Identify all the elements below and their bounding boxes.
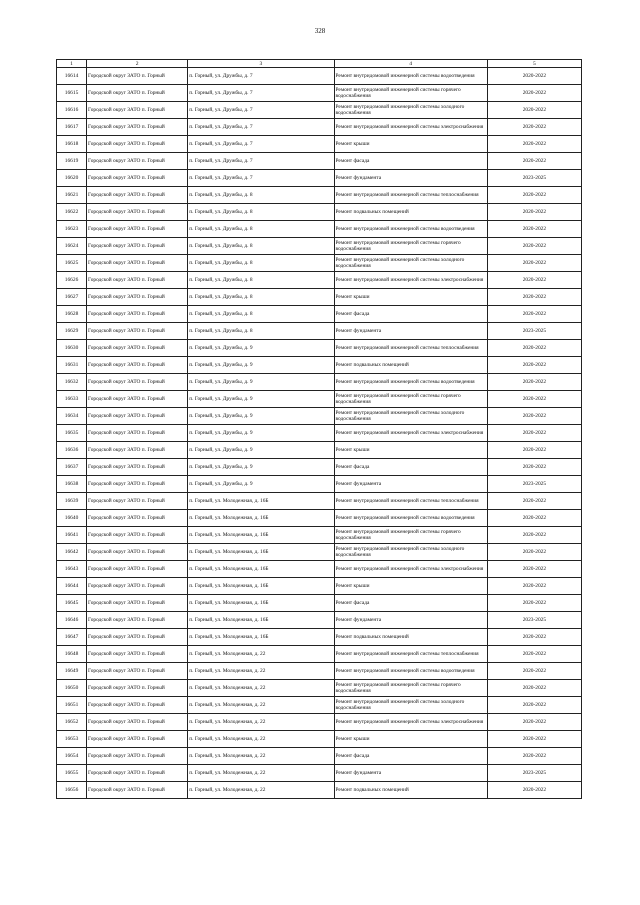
- row-number-cell: 16618: [57, 136, 87, 153]
- row-number-cell: 16645: [57, 595, 87, 612]
- period-cell: 2023-2025: [487, 476, 581, 493]
- municipality-cell: Городской округ ЗАТО п. Горный: [87, 595, 188, 612]
- table-row: [57, 289, 582, 306]
- row-number-cell: 16621: [57, 187, 87, 204]
- table-row: [57, 561, 582, 578]
- table-row: [57, 765, 582, 782]
- period-cell: 2020-2022: [487, 748, 581, 765]
- work-type-cell: Ремонт внутридомовой инженерной системы водоотведения: [334, 663, 487, 680]
- period-cell: 2020-2022: [487, 238, 581, 255]
- period-cell: 2020-2022: [487, 255, 581, 272]
- work-type-cell: Ремонт внутридомовой инженерной системы горячего водоснабжения: [334, 391, 487, 408]
- row-number-cell: 16625: [57, 255, 87, 272]
- address-cell: п. Горный, ул. Дружбы, д. 9: [188, 357, 334, 374]
- municipality-cell: Городской округ ЗАТО п. Горный: [87, 374, 188, 391]
- row-number-cell: 16653: [57, 731, 87, 748]
- work-type-cell: Ремонт подвальных помещений: [334, 782, 487, 799]
- row-number-cell: 16650: [57, 680, 87, 697]
- period-cell: 2020-2022: [487, 595, 581, 612]
- work-type-cell: Ремонт внутридомовой инженерной системы холодного водоснабжения: [334, 544, 487, 561]
- table-row: [57, 442, 582, 459]
- municipality-cell: Городской округ ЗАТО п. Горный: [87, 238, 188, 255]
- municipality-cell: Городской округ ЗАТО п. Горный: [87, 646, 188, 663]
- address-cell: п. Горный, ул. Молодежная, д. 16Б: [188, 629, 334, 646]
- municipality-cell: Городской округ ЗАТО п. Горный: [87, 357, 188, 374]
- municipality-cell: Городской округ ЗАТО п. Горный: [87, 102, 188, 119]
- address-cell: п. Горный, ул. Молодежная, д. 22: [188, 782, 334, 799]
- municipality-cell: Городской округ ЗАТО п. Горный: [87, 221, 188, 238]
- row-number-cell: 16614: [57, 68, 87, 85]
- row-number-cell: 16619: [57, 153, 87, 170]
- address-cell: п. Горный, ул. Дружбы, д. 7: [188, 153, 334, 170]
- municipality-cell: Городской округ ЗАТО п. Горный: [87, 255, 188, 272]
- municipality-cell: Городской округ ЗАТО п. Горный: [87, 612, 188, 629]
- work-type-cell: Ремонт внутридомовой инженерной системы теплоснабжения: [334, 646, 487, 663]
- period-cell: 2020-2022: [487, 289, 581, 306]
- address-cell: п. Горный, ул. Дружбы, д. 8: [188, 289, 334, 306]
- table-row: [57, 119, 582, 136]
- repair-schedule-table: [56, 59, 582, 799]
- period-cell: 2020-2022: [487, 340, 581, 357]
- address-cell: п. Горный, ул. Дружбы, д. 8: [188, 323, 334, 340]
- row-number-cell: 16624: [57, 238, 87, 255]
- table-row: [57, 306, 582, 323]
- row-number-cell: 16634: [57, 408, 87, 425]
- period-cell: 2020-2022: [487, 714, 581, 731]
- work-type-cell: Ремонт крыши: [334, 578, 487, 595]
- municipality-cell: Городской округ ЗАТО п. Горный: [87, 323, 188, 340]
- period-cell: 2020-2022: [487, 136, 581, 153]
- work-type-cell: Ремонт внутридомовой инженерной системы теплоснабжения: [334, 340, 487, 357]
- row-number-cell: 16640: [57, 510, 87, 527]
- municipality-cell: Городской округ ЗАТО п. Горный: [87, 578, 188, 595]
- table-row: [57, 323, 582, 340]
- table-row: [57, 85, 582, 102]
- address-cell: п. Горный, ул. Молодежная, д. 22: [188, 765, 334, 782]
- table-row: [57, 221, 582, 238]
- row-number-cell: 16636: [57, 442, 87, 459]
- row-number-cell: 16648: [57, 646, 87, 663]
- period-cell: 2020-2022: [487, 629, 581, 646]
- address-cell: п. Горный, ул. Молодежная, д. 16Б: [188, 544, 334, 561]
- address-cell: п. Горный, ул. Молодежная, д. 22: [188, 714, 334, 731]
- period-cell: 2020-2022: [487, 646, 581, 663]
- work-type-cell: Ремонт внутридомовой инженерной системы электроснабжения: [334, 272, 487, 289]
- work-type-cell: Ремонт внутридомовой инженерной системы горячего водоснабжения: [334, 238, 487, 255]
- municipality-cell: Городской округ ЗАТО п. Горный: [87, 663, 188, 680]
- column-header-1: 1: [57, 60, 87, 68]
- address-cell: п. Горный, ул. Дружбы, д. 7: [188, 170, 334, 187]
- work-type-cell: Ремонт подвальных помещений: [334, 357, 487, 374]
- period-cell: 2020-2022: [487, 459, 581, 476]
- row-number-cell: 16641: [57, 527, 87, 544]
- municipality-cell: Городской округ ЗАТО п. Горный: [87, 714, 188, 731]
- period-cell: 2023-2025: [487, 612, 581, 629]
- work-type-cell: Ремонт фасада: [334, 748, 487, 765]
- table-row: [57, 136, 582, 153]
- work-type-cell: Ремонт фундамента: [334, 323, 487, 340]
- period-cell: 2020-2022: [487, 510, 581, 527]
- period-cell: 2020-2022: [487, 697, 581, 714]
- table-row: [57, 272, 582, 289]
- work-type-cell: Ремонт фундамента: [334, 765, 487, 782]
- address-cell: п. Горный, ул. Дружбы, д. 9: [188, 374, 334, 391]
- address-cell: п. Горный, ул. Молодежная, д. 22: [188, 663, 334, 680]
- municipality-cell: Городской округ ЗАТО п. Горный: [87, 459, 188, 476]
- table-row: [57, 391, 582, 408]
- address-cell: п. Горный, ул. Молодежная, д. 16Б: [188, 612, 334, 629]
- row-number-cell: 16655: [57, 765, 87, 782]
- row-number-cell: 16637: [57, 459, 87, 476]
- municipality-cell: Городской округ ЗАТО п. Горный: [87, 697, 188, 714]
- period-cell: 2020-2022: [487, 391, 581, 408]
- municipality-cell: Городской округ ЗАТО п. Горный: [87, 493, 188, 510]
- work-type-cell: Ремонт фундамента: [334, 170, 487, 187]
- address-cell: п. Горный, ул. Молодежная, д. 16Б: [188, 595, 334, 612]
- row-number-cell: 16654: [57, 748, 87, 765]
- address-cell: п. Горный, ул. Дружбы, д. 7: [188, 119, 334, 136]
- header-row: [57, 60, 582, 68]
- row-number-cell: 16638: [57, 476, 87, 493]
- table-row: [57, 102, 582, 119]
- period-cell: 2020-2022: [487, 204, 581, 221]
- municipality-cell: Городской округ ЗАТО п. Горный: [87, 170, 188, 187]
- row-number-cell: 16647: [57, 629, 87, 646]
- address-cell: п. Горный, ул. Молодежная, д. 22: [188, 748, 334, 765]
- period-cell: 2020-2022: [487, 221, 581, 238]
- address-cell: п. Горный, ул. Дружбы, д. 8: [188, 238, 334, 255]
- municipality-cell: Городской округ ЗАТО п. Горный: [87, 136, 188, 153]
- address-cell: п. Горный, ул. Дружбы, д. 7: [188, 136, 334, 153]
- address-cell: п. Горный, ул. Молодежная, д. 16Б: [188, 527, 334, 544]
- period-cell: 2020-2022: [487, 442, 581, 459]
- period-cell: 2020-2022: [487, 68, 581, 85]
- work-type-cell: Ремонт внутридомовой инженерной системы электроснабжения: [334, 714, 487, 731]
- work-type-cell: Ремонт фасада: [334, 153, 487, 170]
- address-cell: п. Горный, ул. Молодежная, д. 16Б: [188, 493, 334, 510]
- municipality-cell: Городской округ ЗАТО п. Горный: [87, 340, 188, 357]
- work-type-cell: Ремонт крыши: [334, 136, 487, 153]
- table-body: [57, 60, 582, 799]
- address-cell: п. Горный, ул. Дружбы, д. 8: [188, 204, 334, 221]
- address-cell: п. Горный, ул. Дружбы, д. 8: [188, 187, 334, 204]
- work-type-cell: Ремонт подвальных помещений: [334, 629, 487, 646]
- column-header-5: 5: [487, 60, 581, 68]
- period-cell: 2020-2022: [487, 527, 581, 544]
- row-number-cell: 16628: [57, 306, 87, 323]
- period-cell: 2020-2022: [487, 153, 581, 170]
- column-header-4: 4: [334, 60, 487, 68]
- work-type-cell: Ремонт внутридомовой инженерной системы теплоснабжения: [334, 187, 487, 204]
- table-row: [57, 544, 582, 561]
- table-row: [57, 527, 582, 544]
- row-number-cell: 16615: [57, 85, 87, 102]
- period-cell: 2020-2022: [487, 425, 581, 442]
- column-header-2: 2: [87, 60, 188, 68]
- period-cell: 2020-2022: [487, 119, 581, 136]
- work-type-cell: Ремонт крыши: [334, 289, 487, 306]
- table-row: [57, 204, 582, 221]
- table-row: [57, 731, 582, 748]
- municipality-cell: Городской округ ЗАТО п. Горный: [87, 85, 188, 102]
- municipality-cell: Городской округ ЗАТО п. Горный: [87, 119, 188, 136]
- municipality-cell: Городской округ ЗАТО п. Горный: [87, 204, 188, 221]
- period-cell: 2020-2022: [487, 306, 581, 323]
- table-row: [57, 748, 582, 765]
- municipality-cell: Городской округ ЗАТО п. Горный: [87, 272, 188, 289]
- work-type-cell: Ремонт фасада: [334, 459, 487, 476]
- table-row: [57, 68, 582, 85]
- municipality-cell: Городской округ ЗАТО п. Горный: [87, 187, 188, 204]
- period-cell: 2020-2022: [487, 782, 581, 799]
- address-cell: п. Горный, ул. Дружбы, д. 7: [188, 102, 334, 119]
- work-type-cell: Ремонт внутридомовой инженерной системы горячего водоснабжения: [334, 85, 487, 102]
- work-type-cell: Ремонт внутридомовой инженерной системы горячего водоснабжения: [334, 680, 487, 697]
- address-cell: п. Горный, ул. Дружбы, д. 9: [188, 340, 334, 357]
- address-cell: п. Горный, ул. Дружбы, д. 8: [188, 221, 334, 238]
- work-type-cell: Ремонт фасада: [334, 306, 487, 323]
- address-cell: п. Горный, ул. Молодежная, д. 16Б: [188, 510, 334, 527]
- row-number-cell: 16630: [57, 340, 87, 357]
- row-number-cell: 16623: [57, 221, 87, 238]
- table-row: [57, 238, 582, 255]
- address-cell: п. Горный, ул. Молодежная, д. 16Б: [188, 561, 334, 578]
- row-number-cell: 16646: [57, 612, 87, 629]
- municipality-cell: Городской округ ЗАТО п. Горный: [87, 68, 188, 85]
- work-type-cell: Ремонт внутридомовой инженерной системы теплоснабжения: [334, 493, 487, 510]
- municipality-cell: Городской округ ЗАТО п. Горный: [87, 527, 188, 544]
- work-type-cell: Ремонт внутридомовой инженерной системы электроснабжения: [334, 425, 487, 442]
- table-row: [57, 714, 582, 731]
- work-type-cell: Ремонт фундамента: [334, 612, 487, 629]
- work-type-cell: Ремонт крыши: [334, 731, 487, 748]
- municipality-cell: Городской округ ЗАТО п. Горный: [87, 476, 188, 493]
- row-number-cell: 16620: [57, 170, 87, 187]
- period-cell: 2020-2022: [487, 102, 581, 119]
- table-row: [57, 476, 582, 493]
- row-number-cell: 16631: [57, 357, 87, 374]
- period-cell: 2020-2022: [487, 663, 581, 680]
- address-cell: п. Горный, ул. Дружбы, д. 7: [188, 68, 334, 85]
- address-cell: п. Горный, ул. Дружбы, д. 9: [188, 476, 334, 493]
- page-number: 328: [314, 27, 326, 35]
- table-row: [57, 578, 582, 595]
- work-type-cell: Ремонт внутридомовой инженерной системы водоотведения: [334, 510, 487, 527]
- table-row: [57, 459, 582, 476]
- row-number-cell: 16626: [57, 272, 87, 289]
- municipality-cell: Городской округ ЗАТО п. Горный: [87, 731, 188, 748]
- period-cell: 2020-2022: [487, 680, 581, 697]
- municipality-cell: Городской округ ЗАТО п. Горный: [87, 561, 188, 578]
- period-cell: 2020-2022: [487, 272, 581, 289]
- address-cell: п. Горный, ул. Дружбы, д. 7: [188, 85, 334, 102]
- work-type-cell: Ремонт внутридомовой инженерной системы горячего водоснабжения: [334, 527, 487, 544]
- address-cell: п. Горный, ул. Дружбы, д. 8: [188, 272, 334, 289]
- municipality-cell: Городской округ ЗАТО п. Горный: [87, 442, 188, 459]
- municipality-cell: Городской округ ЗАТО п. Горный: [87, 289, 188, 306]
- address-cell: п. Горный, ул. Молодежная, д. 22: [188, 731, 334, 748]
- row-number-cell: 16639: [57, 493, 87, 510]
- row-number-cell: 16642: [57, 544, 87, 561]
- row-number-cell: 16649: [57, 663, 87, 680]
- work-type-cell: Ремонт внутридомовой инженерной системы холодного водоснабжения: [334, 102, 487, 119]
- municipality-cell: Городской округ ЗАТО п. Горный: [87, 748, 188, 765]
- table-row: [57, 697, 582, 714]
- table-row: [57, 408, 582, 425]
- work-type-cell: Ремонт внутридомовой инженерной системы холодного водоснабжения: [334, 408, 487, 425]
- row-number-cell: 16652: [57, 714, 87, 731]
- table-row: [57, 629, 582, 646]
- period-cell: 2020-2022: [487, 357, 581, 374]
- work-type-cell: Ремонт внутридомовой инженерной системы водоотведения: [334, 68, 487, 85]
- address-cell: п. Горный, ул. Дружбы, д. 9: [188, 391, 334, 408]
- work-type-cell: Ремонт внутридомовой инженерной системы водоотведения: [334, 221, 487, 238]
- row-number-cell: 16633: [57, 391, 87, 408]
- row-number-cell: 16644: [57, 578, 87, 595]
- table-row: [57, 510, 582, 527]
- table-row: [57, 170, 582, 187]
- municipality-cell: Городской округ ЗАТО п. Горный: [87, 510, 188, 527]
- row-number-cell: 16656: [57, 782, 87, 799]
- table-row: [57, 374, 582, 391]
- address-cell: п. Горный, ул. Молодежная, д. 22: [188, 646, 334, 663]
- period-cell: 2020-2022: [487, 578, 581, 595]
- period-cell: 2020-2022: [487, 731, 581, 748]
- period-cell: 2020-2022: [487, 85, 581, 102]
- period-cell: 2020-2022: [487, 493, 581, 510]
- table-row: [57, 782, 582, 799]
- municipality-cell: Городской округ ЗАТО п. Горный: [87, 544, 188, 561]
- period-cell: 2023-2025: [487, 765, 581, 782]
- table-row: [57, 646, 582, 663]
- table-row: [57, 357, 582, 374]
- row-number-cell: 16643: [57, 561, 87, 578]
- table-row: [57, 493, 582, 510]
- row-number-cell: 16632: [57, 374, 87, 391]
- work-type-cell: Ремонт внутридомовой инженерной системы электроснабжения: [334, 561, 487, 578]
- work-type-cell: Ремонт внутридомовой инженерной системы холодного водоснабжения: [334, 697, 487, 714]
- row-number-cell: 16629: [57, 323, 87, 340]
- period-cell: 2023-2025: [487, 323, 581, 340]
- work-type-cell: Ремонт крыши: [334, 442, 487, 459]
- period-cell: 2020-2022: [487, 544, 581, 561]
- row-number-cell: 16622: [57, 204, 87, 221]
- address-cell: п. Горный, ул. Дружбы, д. 9: [188, 442, 334, 459]
- period-cell: 2020-2022: [487, 187, 581, 204]
- row-number-cell: 16627: [57, 289, 87, 306]
- municipality-cell: Городской округ ЗАТО п. Горный: [87, 680, 188, 697]
- work-type-cell: Ремонт внутридомовой инженерной системы водоотведения: [334, 374, 487, 391]
- table-row: [57, 153, 582, 170]
- address-cell: п. Горный, ул. Молодежная, д. 22: [188, 697, 334, 714]
- table-row: [57, 612, 582, 629]
- work-type-cell: Ремонт фасада: [334, 595, 487, 612]
- work-type-cell: Ремонт внутридомовой инженерной системы холодного водоснабжения: [334, 255, 487, 272]
- work-type-cell: Ремонт внутридомовой инженерной системы электроснабжения: [334, 119, 487, 136]
- table-row: [57, 340, 582, 357]
- municipality-cell: Городской округ ЗАТО п. Горный: [87, 425, 188, 442]
- address-cell: п. Горный, ул. Молодежная, д. 22: [188, 680, 334, 697]
- period-cell: 2023-2025: [487, 170, 581, 187]
- table-row: [57, 255, 582, 272]
- address-cell: п. Горный, ул. Дружбы, д. 9: [188, 408, 334, 425]
- table-row: [57, 680, 582, 697]
- period-cell: 2020-2022: [487, 561, 581, 578]
- row-number-cell: 16651: [57, 697, 87, 714]
- row-number-cell: 16635: [57, 425, 87, 442]
- address-cell: п. Горный, ул. Дружбы, д. 8: [188, 255, 334, 272]
- work-type-cell: Ремонт подвальных помещений: [334, 204, 487, 221]
- period-cell: 2020-2022: [487, 408, 581, 425]
- address-cell: п. Горный, ул. Дружбы, д. 9: [188, 425, 334, 442]
- table-row: [57, 187, 582, 204]
- municipality-cell: Городской округ ЗАТО п. Горный: [87, 306, 188, 323]
- row-number-cell: 16616: [57, 102, 87, 119]
- row-number-cell: 16617: [57, 119, 87, 136]
- table-row: [57, 663, 582, 680]
- table-row: [57, 425, 582, 442]
- period-cell: 2020-2022: [487, 374, 581, 391]
- column-header-3: 3: [188, 60, 334, 68]
- municipality-cell: Городской округ ЗАТО п. Горный: [87, 765, 188, 782]
- municipality-cell: Городской округ ЗАТО п. Горный: [87, 391, 188, 408]
- work-type-cell: Ремонт фундамента: [334, 476, 487, 493]
- address-cell: п. Горный, ул. Молодежная, д. 16Б: [188, 578, 334, 595]
- address-cell: п. Горный, ул. Дружбы, д. 8: [188, 306, 334, 323]
- table-row: [57, 595, 582, 612]
- municipality-cell: Городской округ ЗАТО п. Горный: [87, 408, 188, 425]
- address-cell: п. Горный, ул. Дружбы, д. 9: [188, 459, 334, 476]
- municipality-cell: Городской округ ЗАТО п. Горный: [87, 153, 188, 170]
- municipality-cell: Городской округ ЗАТО п. Горный: [87, 629, 188, 646]
- municipality-cell: Городской округ ЗАТО п. Горный: [87, 782, 188, 799]
